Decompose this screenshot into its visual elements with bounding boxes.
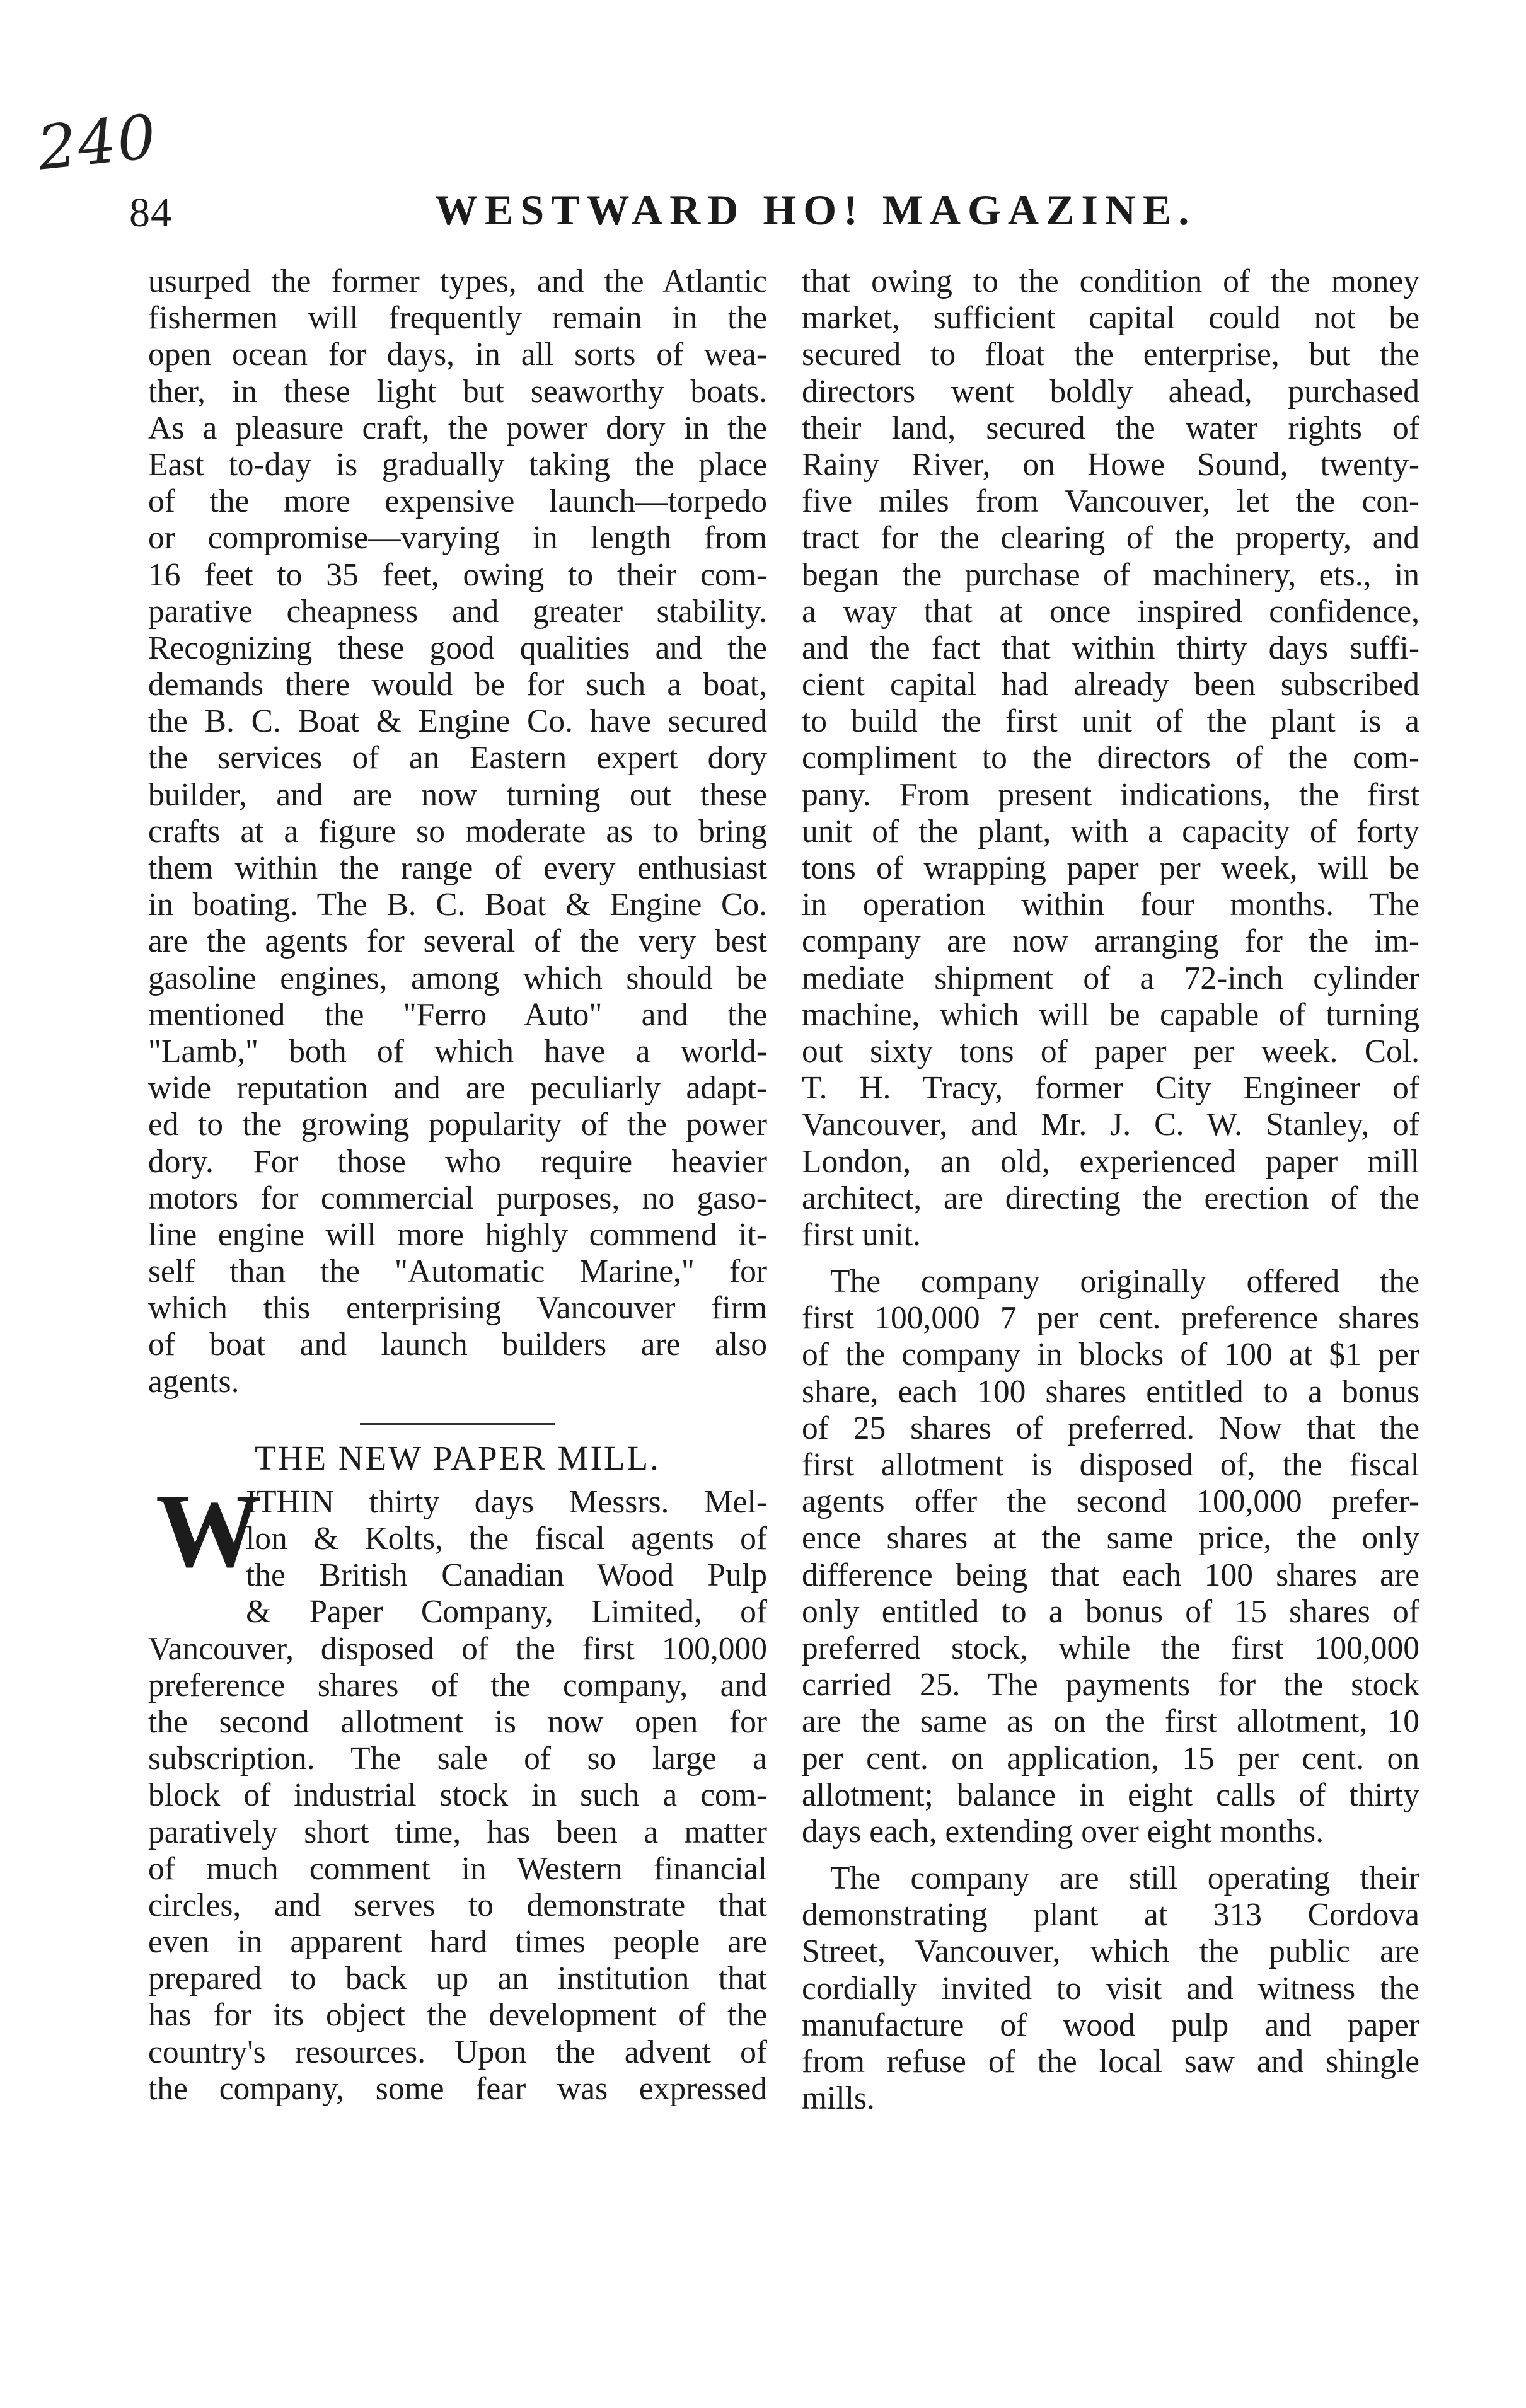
text-line: usurped the former types, and the Atlantic xyxy=(148,263,767,299)
text-line: T. H. Tracy, former City Engineer of xyxy=(802,1070,1419,1107)
text-line: are the agents for several of the very best xyxy=(148,923,767,960)
text-line: unit of the plant, with a capacity of forty xyxy=(802,813,1419,850)
text-line: has for its object the development of the xyxy=(148,1997,767,2034)
text-line: are the same as on the first allotment, 10 xyxy=(802,1703,1419,1740)
text-line: company are now arranging for the im- xyxy=(802,923,1419,960)
text-line: the British Canadian Wood Pulp xyxy=(246,1557,767,1594)
text-line: to build the first unit of the plant is a xyxy=(802,703,1419,740)
text-line: and the fact that within thirty days suffi- xyxy=(802,630,1419,666)
text-line: London, an old, experienced paper mill xyxy=(802,1143,1419,1180)
text-line: East to-day is gradually taking the place xyxy=(148,446,767,483)
text-line: ed to the growing popularity of the power xyxy=(148,1107,767,1143)
text-line: wide reputation and are peculiarly adapt- xyxy=(148,1070,767,1107)
text-line: secured to float the enterprise, but the xyxy=(802,337,1419,373)
text-line: a way that at once inspired confidence, xyxy=(802,593,1419,630)
text-line: difference being that each 100 shares are xyxy=(802,1557,1419,1593)
text-line: Street, Vancouver, which the public are xyxy=(802,1933,1419,1970)
text-line: circles, and serves to demonstrate that xyxy=(148,1887,767,1923)
right-paragraph-capital xyxy=(802,263,1419,1253)
text-line: architect, are directing the erection of the xyxy=(802,1180,1419,1216)
text-line: Recognizing these good qualities and the xyxy=(148,630,767,666)
text-line: crafts at a figure so moderate as to bring xyxy=(148,813,767,850)
text-line: paratively short time, has been a matter xyxy=(148,1814,767,1850)
text-line: mediate shipment of a 72-inch cylinder xyxy=(802,960,1419,996)
text-line: tract for the clearing of the property, and xyxy=(802,520,1419,556)
text-line: Rainy River, on Howe Sound, twenty- xyxy=(802,446,1419,483)
page-number: 84 xyxy=(129,190,172,236)
text-line: of the company in blocks of 100 at $1 per xyxy=(802,1337,1419,1373)
text-line: of much comment in Western financial xyxy=(148,1850,767,1887)
text-line: The company originally offered the xyxy=(830,1264,1419,1300)
right-paragraph-shares xyxy=(802,1264,1419,1850)
section-heading: THE NEW PAPER MILL. xyxy=(255,1438,661,1477)
text-line: 16 feet to 35 feet, owing to their com- xyxy=(148,556,767,593)
text-line: manufacture of wood pulp and paper xyxy=(802,2007,1419,2043)
text-line: the second allotment is now open for xyxy=(148,1703,767,1740)
text-line: them within the range of every enthusiast xyxy=(148,850,767,886)
text-line: cordially invited to visit and witness the xyxy=(802,1970,1419,2007)
text-line: market, sufficient capital could not be xyxy=(802,300,1419,337)
text-line: only entitled to a bonus of 15 shares of xyxy=(802,1593,1419,1630)
right-column xyxy=(802,263,1419,2117)
text-line: motors for commercial purposes, no gaso- xyxy=(148,1180,767,1216)
text-line: fishermen will frequently remain in the xyxy=(148,300,767,337)
text-line: or compromise—varying in length from xyxy=(148,520,767,556)
text-line: the B. C. Boat & Engine Co. have secured xyxy=(148,703,767,740)
text-line: self than the "Automatic Marine," for xyxy=(148,1253,767,1290)
text-line: in operation within four months. The xyxy=(802,887,1419,923)
right-paragraph-demonstrating-plant xyxy=(802,1860,1419,2117)
text-line: demands there would be for such a boat, xyxy=(148,667,767,703)
text-line: gasoline engines, among which should be xyxy=(148,960,767,996)
text-line: even in apparent hard times people are xyxy=(148,1924,767,1961)
text-line: carried 25. The payments for the stock xyxy=(802,1667,1419,1703)
text-line: ther, in these light but seaworthy boats. xyxy=(148,373,767,410)
drop-cap-block xyxy=(148,1472,767,1631)
text-line: their land, secured the water rights of xyxy=(802,410,1419,446)
text-line: days each, extending over eight months. xyxy=(802,1813,1324,1850)
text-line: allotment; balance in eight calls of thirty xyxy=(802,1777,1419,1813)
text-line: from refuse of the local saw and shingle xyxy=(802,2044,1419,2080)
text-line: five miles from Vancouver, let the con- xyxy=(802,483,1419,520)
text-line: agents. xyxy=(148,1363,240,1400)
text-line: mills. xyxy=(802,2080,875,2117)
text-line: pany. From present indications, the first xyxy=(802,776,1419,813)
text-line: agents offer the second 100,000 prefer- xyxy=(802,1483,1419,1520)
left-paragraph-boats xyxy=(148,263,767,1400)
text-line: cient capital had already been subscribed xyxy=(802,667,1419,703)
text-line: first unit. xyxy=(802,1216,921,1253)
text-line: share, each 100 shares entitled to a bonus xyxy=(802,1373,1419,1410)
text-line: subscription. The sale of so large a xyxy=(148,1741,767,1777)
text-line: mentioned the "Ferro Auto" and the xyxy=(148,996,767,1033)
text-line: Vancouver, disposed of the first 100,000 xyxy=(148,1630,767,1667)
text-line: block of industrial stock in such a com- xyxy=(148,1777,767,1814)
text-line: of the more expensive launch—torpedo xyxy=(148,483,767,520)
text-line: which this enterprising Vancouver firm xyxy=(148,1290,767,1327)
left-paragraph-paper-mill xyxy=(148,1631,767,2107)
text-line: As a pleasure craft, the power dory in the xyxy=(148,410,767,446)
text-line: preferred stock, while the first 100,000 xyxy=(802,1630,1419,1666)
text-line: Vancouver, and Mr. J. C. W. Stanley, of xyxy=(802,1107,1419,1143)
text-line: & Paper Company, Limited, of xyxy=(246,1594,767,1630)
text-line: tons of wrapping paper per week, will be xyxy=(802,850,1419,886)
running-head: WESTWARD HO! MAGAZINE. xyxy=(435,186,1196,234)
text-line: line engine will more highly commend it- xyxy=(148,1216,767,1253)
text-line: of 25 shares of preferred. Now that the xyxy=(802,1410,1419,1446)
text-line: directors went boldly ahead, purchased xyxy=(802,373,1419,410)
text-line: country's resources. Upon the advent of xyxy=(148,2034,767,2070)
section-divider xyxy=(360,1423,555,1425)
text-line: ITHIN thirty days Messrs. Mel- xyxy=(246,1483,767,1520)
text-line: of boat and launch builders are also xyxy=(148,1327,767,1363)
text-line: prepared to back up an institution that xyxy=(148,1961,767,1997)
text-line: began the purchase of machinery, ets., in xyxy=(802,556,1419,593)
left-column xyxy=(148,263,767,2107)
text-line: first 100,000 7 per cent. preference shares xyxy=(802,1300,1419,1337)
text-line: demonstrating plant at 313 Cordova xyxy=(802,1897,1419,1933)
text-line: preference shares of the company, and xyxy=(148,1667,767,1703)
handwritten-page-mark: 240 xyxy=(34,101,161,184)
text-line: dory. For those who require heavier xyxy=(148,1143,767,1180)
text-line: the company, some fear was expressed xyxy=(148,2070,767,2107)
text-line: that owing to the condition of the money xyxy=(802,263,1419,299)
drop-cap-letter: W xyxy=(156,1472,262,1589)
text-line: machine, which will be capable of turning xyxy=(802,996,1419,1033)
text-line: builder, and are now turning out these xyxy=(148,776,767,813)
text-line: lon & Kolts, the fiscal agents of xyxy=(246,1521,767,1557)
text-line: out sixty tons of paper per week. Col. xyxy=(802,1033,1419,1069)
text-line: ence shares at the same price, the only xyxy=(802,1520,1419,1557)
text-line: per cent. on application, 15 per cent. on xyxy=(802,1740,1419,1777)
text-line: The company are still operating their xyxy=(830,1860,1419,1897)
text-line: the services of an Eastern expert dory xyxy=(148,740,767,776)
text-line: "Lamb," both of which have a world- xyxy=(148,1033,767,1069)
text-line: open ocean for days, in all sorts of wea- xyxy=(148,337,767,373)
text-line: parative cheapness and greater stability. xyxy=(148,593,767,630)
text-line: in boating. The B. C. Boat & Engine Co. xyxy=(148,887,767,923)
text-line: compliment to the directors of the com- xyxy=(802,740,1419,776)
text-line: first allotment is disposed of, the fiscal xyxy=(802,1447,1419,1483)
